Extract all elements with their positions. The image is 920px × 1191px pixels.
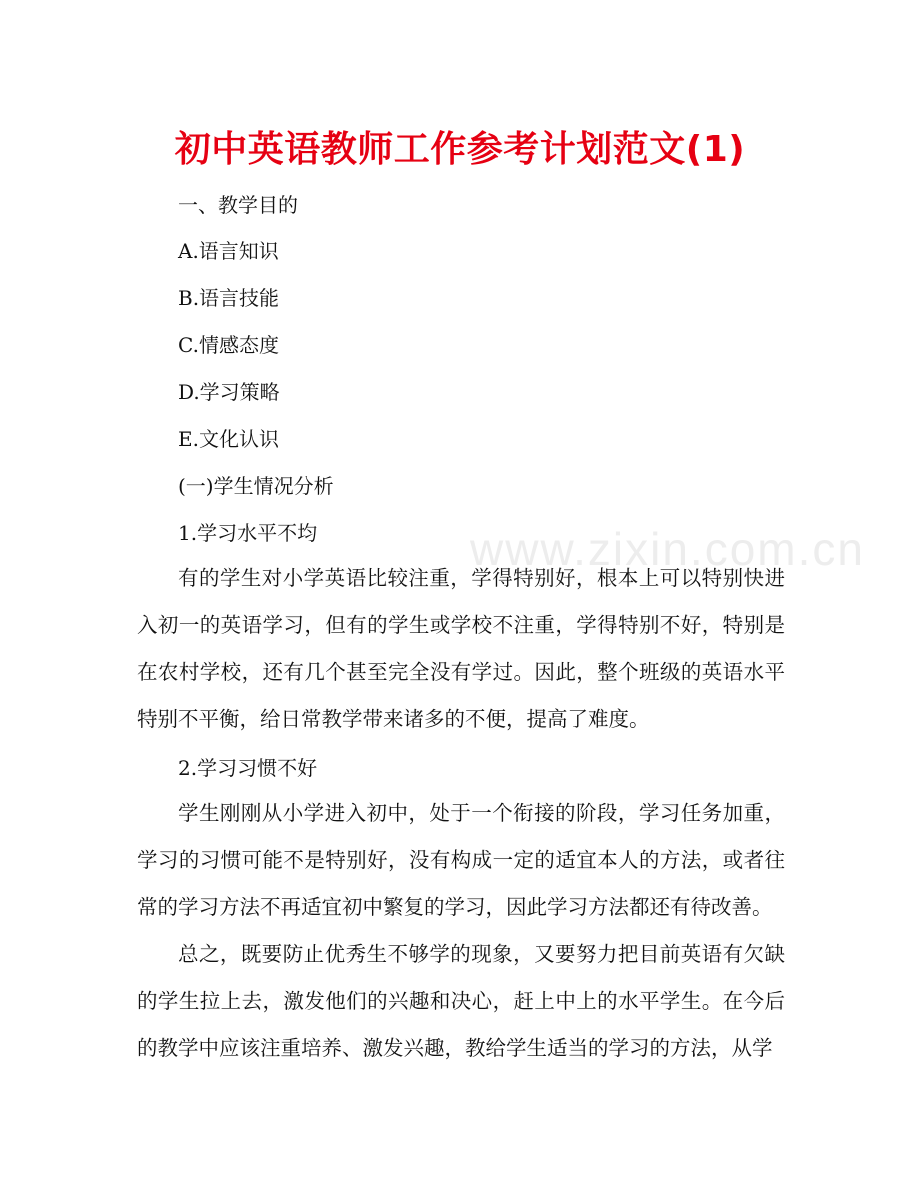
document-title: 初中英语教师工作参考计划范文(1): [174, 129, 746, 170]
analysis-heading: (一)学生情况分析: [178, 474, 334, 498]
objective-item: C.情感态度: [178, 333, 279, 357]
objective-item: E.文化认识: [178, 427, 279, 451]
section-heading: 一、教学目的: [178, 193, 298, 217]
paragraph: 有的学生对小学英语比较注重，学得特别好，根本上可以特别快进入初一的英语学习，但有的学生或学校不注重，学得特别不好，特别是在农村学校，还有几个甚至完全没有学过。因此，整个班级的英语水平特别不平衡，给日常教学带来诸多的不便，提高了难度。: [137, 566, 785, 731]
objective-item: A.语言知识: [178, 239, 279, 263]
point-heading: 2.学习习惯不好: [178, 756, 318, 780]
point-heading: 1.学习水平不均: [178, 521, 318, 545]
objective-item: B.语言技能: [178, 286, 280, 310]
paragraph: 总之，既要防止优秀生不够学的现象，又要努力把目前英语有欠缺的学生拉上去，激发他们的兴趣和决心，赶上中上的水平学生。在今后的教学中应该注重培养、激发兴趣，教给学生适当的学习的方法，从学: [137, 942, 785, 1060]
watermark: www.zixin.com.cn: [470, 523, 865, 575]
objective-item: D.学习策略: [178, 380, 280, 404]
paragraph: 学生刚刚从小学进入初中，处于一个衔接的阶段，学习任务加重，学习的习惯可能不是特别好，没有构成一定的适宜本人的方法，或者往常的学习方法不再适宜初中繁复的学习，因此学习方法都还有待改善。: [137, 801, 785, 919]
